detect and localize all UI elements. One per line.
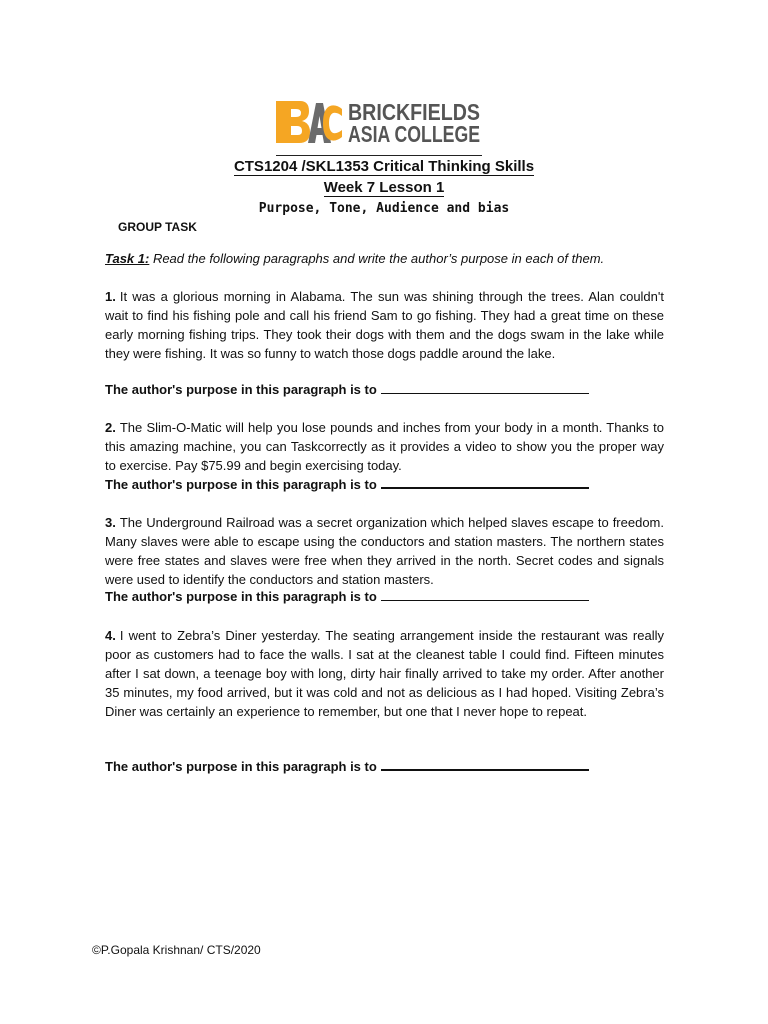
logo-line2: ASIA COLLEGE [348, 121, 480, 147]
paragraph-text: I went to Zebra’s Diner yesterday. The seating arrangement inside the restaurant was really poor as customers had to face the walls. I sat at the cleanest table I could find. Fifteen minutes after I sat down, a teenage boy with long, dirty hair finally arrived to take my order. After another 35 minutes, my food arrived, but it was cold and not as delicious as I had hoped. Visiting Zebra’s Diner was certainly an experience to remember, but one that I never hope to repeat. [105, 628, 664, 719]
college-logo [276, 99, 482, 145]
answer-blank[interactable] [381, 475, 589, 489]
paragraph-3 [105, 513, 664, 589]
task-instruction-text: Read the following paragraphs and write the author’s purpose in each of them. [149, 251, 605, 266]
course-title [0, 157, 768, 177]
group-task-heading: GROUP TASK [118, 220, 197, 234]
paragraph-number: 3. [105, 515, 116, 530]
paragraph-text: It was a glorious morning in Alabama. The sun was shining through the trees. Alan couldn't wait to find his fishing pole and call his friend Sam to go fishing. They had a great time on these early morning fishing trips. They took their dogs with them and the dogs swam in the lake while they were fishing. It was so funny to watch those dogs paddle around the lake. [105, 289, 664, 361]
header-divider [276, 155, 482, 156]
answer-prompt: The author's purpose in this paragraph is to [105, 477, 377, 492]
paragraph-number: 1. [105, 289, 116, 304]
paragraph-1 [105, 287, 664, 363]
paragraph-number: 4. [105, 628, 116, 643]
answer-prompt: The author's purpose in this paragraph is to [105, 759, 377, 774]
topic-title: Purpose, Tone, Audience and bias [258, 201, 510, 216]
answer-line-2 [105, 475, 589, 494]
task-instruction [105, 250, 665, 268]
paragraph-4 [105, 626, 664, 721]
task-label: Task 1: [105, 251, 150, 266]
course-title-text: CTS1204 /SKL1353 Critical Thinking Skills [233, 158, 535, 175]
answer-blank[interactable] [381, 588, 589, 601]
week-title-text: Week 7 Lesson 1 [323, 179, 445, 196]
answer-prompt: The author's purpose in this paragraph is to [105, 382, 377, 397]
paragraph-text: The Slim-O-Matic will help you lose pounds and inches from your body in a month. Thanks to this amazing machine, you can Taskcorrectly as it provides a video to show you the proper way to exercise. Pay $75.99 and begin exercising today. [105, 420, 664, 473]
answer-line-3 [105, 588, 589, 606]
paragraph-text: The Underground Railroad was a secret organization which helped slaves escape to freedom. Many slaves were able to escape using the conductors and station masters. The northern states were free states and slaves were free when they arrived in the north. Secret codes and signals were used to identify the conductors and station masters. [105, 515, 664, 587]
answer-blank[interactable] [381, 381, 589, 394]
answer-line-4 [105, 757, 589, 776]
bac-monogram-icon [276, 101, 342, 143]
answer-blank[interactable] [381, 757, 589, 771]
answer-line-1 [105, 381, 589, 399]
answer-prompt: The author's purpose in this paragraph is to [105, 589, 377, 604]
paragraph-number: 2. [105, 420, 116, 435]
week-title [0, 178, 768, 198]
copyright-footer: ©P.Gopala Krishnan/ CTS/2020 [92, 943, 261, 957]
logo-line1: BRICKFIELDS [348, 99, 480, 125]
paragraph-2 [105, 418, 664, 475]
